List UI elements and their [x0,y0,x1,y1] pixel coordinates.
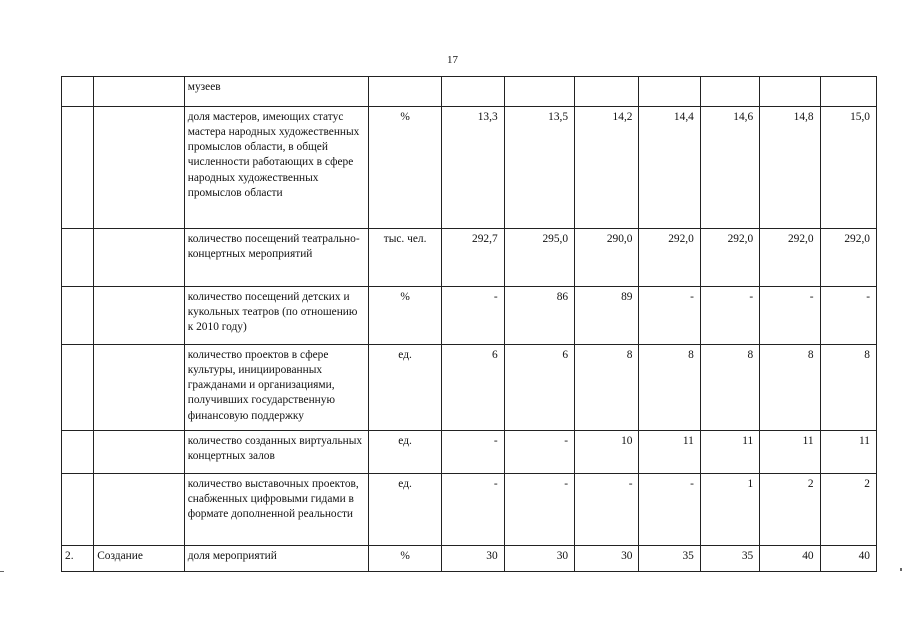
value-cell: 8 [575,345,639,431]
unit [368,77,441,107]
activity-name [94,77,185,107]
row-number [62,107,94,229]
table-row [62,77,877,107]
value-cell: 14,8 [760,107,820,229]
value-cell [760,77,820,107]
table-row [62,474,877,546]
value-cell: 8 [820,345,876,431]
value-cell: 8 [700,345,759,431]
value-cell: - [442,474,504,546]
value-cell: 40 [820,546,876,572]
value-cell: 292,7 [442,229,504,287]
value-cell: 14,6 [700,107,759,229]
value-cell: 30 [504,546,574,572]
value-cell: - [575,474,639,546]
row-number [62,287,94,345]
value-cell: 86 [504,287,574,345]
value-cell [700,77,759,107]
indicator-name: количество посещений театрально-концертных мероприятий [184,229,368,287]
row-number [62,474,94,546]
value-cell: 30 [442,546,504,572]
value-cell: - [504,431,574,474]
row-number [62,431,94,474]
row-number [62,229,94,287]
value-cell: - [442,287,504,345]
indicator-name: доля мероприятий [184,546,368,572]
table-row [62,287,877,345]
value-cell: 6 [442,345,504,431]
value-cell: 89 [575,287,639,345]
indicator-name: количество посещений детских и кукольных театров (по отношению к 2010 году) [184,287,368,345]
activity-name [94,229,185,287]
value-cell: - [760,287,820,345]
value-cell [575,77,639,107]
value-cell: 11 [639,431,700,474]
value-cell: 292,0 [820,229,876,287]
table-row [62,229,877,287]
indicator-name: количество проектов в сфере культуры, инициированных гражданами и организациями, получивших государственную финансовую поддержку [184,345,368,431]
unit: % [368,546,441,572]
value-cell: 8 [639,345,700,431]
value-cell: 13,3 [442,107,504,229]
value-cell: 6 [504,345,574,431]
activity-name: Создание [94,546,185,572]
value-cell: - [442,431,504,474]
row-number [62,77,94,107]
indicators-table [61,76,877,572]
value-cell: - [700,287,759,345]
unit: тыс. чел. [368,229,441,287]
activity-name [94,431,185,474]
table-row [62,431,877,474]
value-cell: 40 [760,546,820,572]
indicator-name: музеев [184,77,368,107]
row-number [62,345,94,431]
value-cell: - [639,474,700,546]
page-number: 17 [447,54,458,66]
value-cell: - [504,474,574,546]
value-cell: 292,0 [639,229,700,287]
unit: ед. [368,431,441,474]
value-cell: 13,5 [504,107,574,229]
table-row [62,546,877,572]
unit: % [368,107,441,229]
value-cell: 15,0 [820,107,876,229]
value-cell [820,77,876,107]
value-cell: 2 [820,474,876,546]
value-cell [639,77,700,107]
value-cell: 14,2 [575,107,639,229]
unit: ед. [368,345,441,431]
value-cell: 35 [639,546,700,572]
value-cell [504,77,574,107]
value-cell: 35 [700,546,759,572]
unit: ед. [368,474,441,546]
activity-name [94,474,185,546]
table-row [62,107,877,229]
value-cell: 290,0 [575,229,639,287]
indicator-name: количество выставочных проектов, снабженных цифровыми гидами в формате дополненной реальности [184,474,368,546]
value-cell: 30 [575,546,639,572]
indicator-name: доля мастеров, имеющих статус мастера народных художественных промыслов области, в общей численности работающих в сфере народных художественных промыслов области [184,107,368,229]
value-cell: 295,0 [504,229,574,287]
value-cell: - [639,287,700,345]
activity-name [94,345,185,431]
table-row [62,345,877,431]
value-cell: 11 [820,431,876,474]
value-cell: 1 [700,474,759,546]
row-number: 2. [62,546,94,572]
activity-name [94,107,185,229]
unit: % [368,287,441,345]
value-cell: - [820,287,876,345]
value-cell: 11 [760,431,820,474]
value-cell: 292,0 [700,229,759,287]
value-cell: 292,0 [760,229,820,287]
value-cell: 14,4 [639,107,700,229]
indicator-name: количество созданных виртуальных концертных залов [184,431,368,474]
value-cell: 10 [575,431,639,474]
value-cell: 8 [760,345,820,431]
activity-name [94,287,185,345]
scan-artifact-left [0,571,4,572]
scan-artifact-right [900,568,902,571]
value-cell: 2 [760,474,820,546]
value-cell: 11 [700,431,759,474]
value-cell [442,77,504,107]
